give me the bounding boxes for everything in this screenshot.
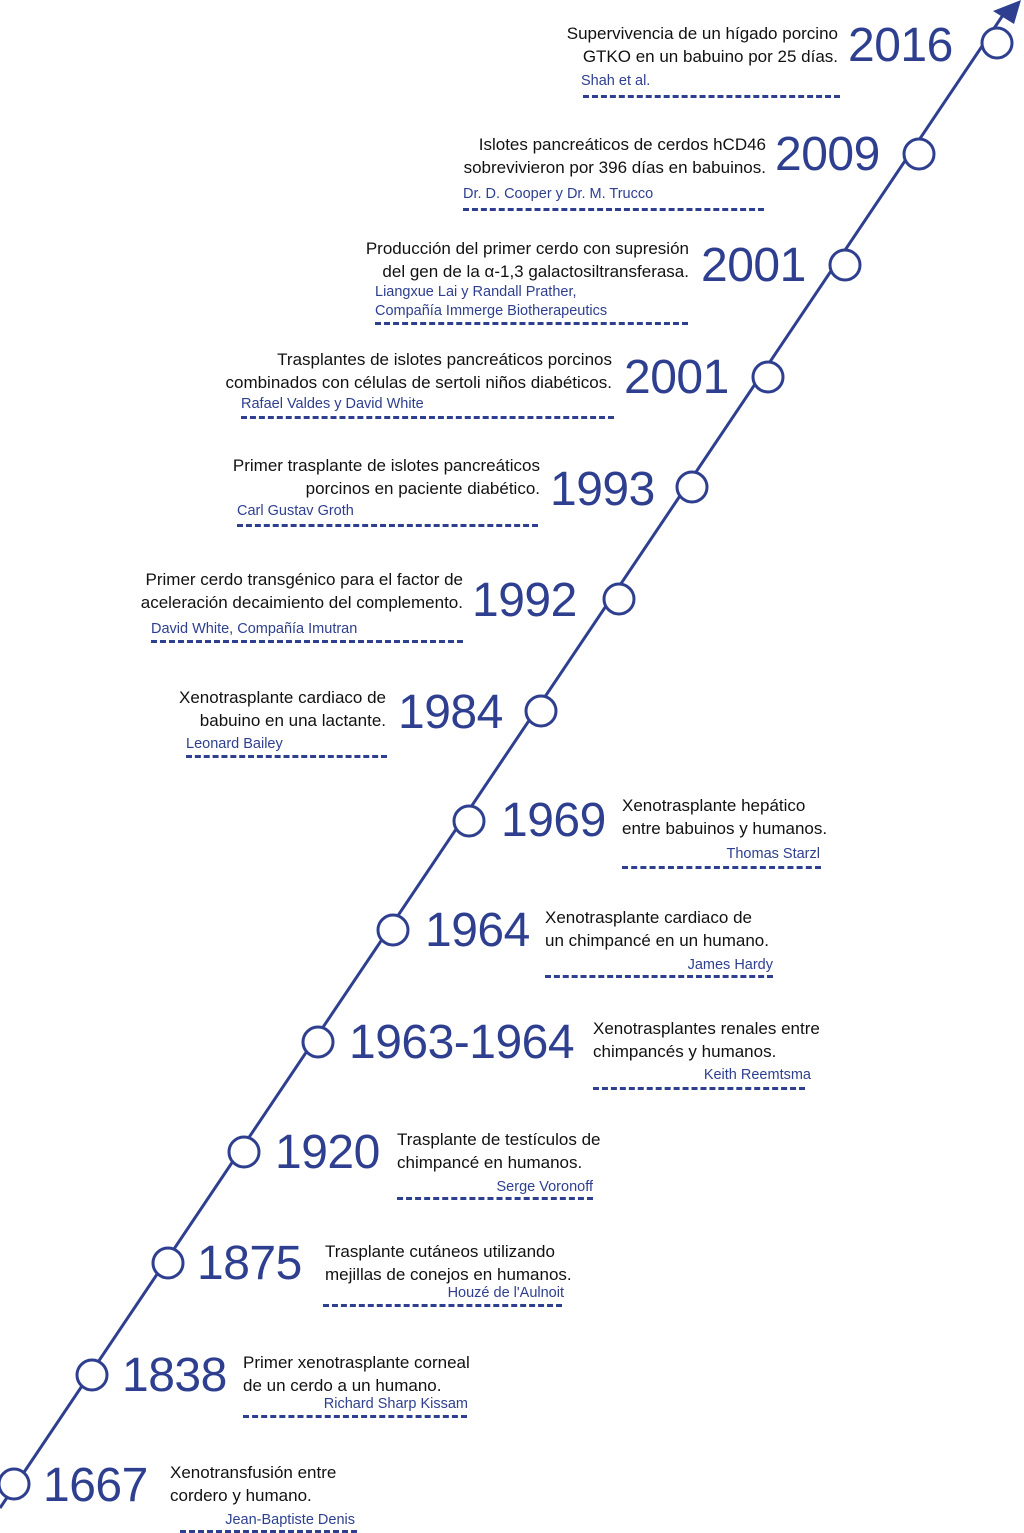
event-author-line: Compañía Immerge Biotherapeutics	[375, 303, 608, 319]
event-author	[225, 1511, 355, 1530]
event-description	[325, 1240, 572, 1286]
arrow-head-icon	[993, 0, 1021, 24]
timeline-node	[0, 1469, 29, 1499]
event-author	[463, 185, 653, 204]
event-description	[180, 348, 612, 394]
event-description-line: Trasplante de testículos de	[397, 1130, 601, 1149]
event-author	[151, 620, 357, 639]
event-description-line: Xenotrasplante hepático	[622, 796, 806, 815]
timeline-node	[753, 362, 783, 392]
event-divider	[375, 322, 688, 325]
timeline-node	[229, 1137, 259, 1167]
event-author	[704, 1066, 811, 1085]
event-author-line: Houzé de l'Aulnoit	[447, 1285, 564, 1301]
event-description-line: Supervivencia de un hígado porcino	[566, 24, 838, 43]
event-description-line: Xenotransfusión entre	[170, 1463, 337, 1482]
event-author-line: Thomas Starzl	[726, 846, 820, 862]
event-year: 1963-1964	[349, 1016, 575, 1069]
event-description	[330, 237, 689, 283]
event-author-line: Jean-Baptiste Denis	[225, 1512, 355, 1528]
timeline-node	[604, 584, 634, 614]
event-divider	[237, 524, 538, 527]
event-author	[448, 1284, 564, 1303]
event-description	[622, 794, 827, 840]
event-author	[186, 735, 283, 754]
event-year: 2016	[848, 19, 953, 72]
event-description-line: aceleración decaimiento del complemento.	[140, 593, 463, 612]
timeline-node	[526, 696, 556, 726]
event-year: 1667	[43, 1459, 148, 1512]
event-description-line: Trasplante cutáneos utilizando	[325, 1242, 555, 1261]
event-author	[727, 845, 820, 864]
event-description-line: babuino en una lactante.	[199, 711, 386, 730]
event-description-line: Xenotrasplante cardiaco de	[179, 688, 386, 707]
event-author	[375, 283, 607, 321]
event-divider	[545, 975, 773, 978]
event-author-line: Dr. D. Cooper y Dr. M. Trucco	[463, 186, 654, 202]
event-author-line: Keith Reemtsma	[703, 1067, 811, 1083]
timeline-node	[677, 472, 707, 502]
event-year: 1992	[472, 574, 577, 627]
event-description-line: combinados con células de sertoli niños diabéticos.	[225, 373, 612, 392]
event-author	[581, 72, 650, 91]
event-year: 1993	[550, 463, 655, 516]
event-divider	[323, 1304, 562, 1307]
event-author-line: Serge Voronoff	[496, 1179, 593, 1195]
event-divider	[186, 755, 387, 758]
event-description-line: Trasplantes de islotes pancreáticos porcinos	[277, 350, 612, 369]
event-description-line: chimpancé en humanos.	[397, 1153, 583, 1172]
event-year: 1920	[275, 1126, 380, 1179]
event-description-line: un chimpancé en un humano.	[545, 931, 769, 950]
timeline-node	[303, 1027, 333, 1057]
event-description	[100, 568, 463, 614]
timeline-node	[378, 915, 408, 945]
event-divider	[151, 640, 463, 643]
event-year: 1964	[425, 904, 530, 957]
event-description	[243, 1351, 470, 1397]
event-description-line: Xenotrasplantes renales entre	[593, 1019, 820, 1038]
event-description-line: Producción del primer cerdo con supresión	[365, 239, 689, 258]
event-year: 1984	[398, 686, 503, 739]
event-description-line: sobrevivieron por 396 días en babuinos.	[463, 158, 766, 177]
timeline-node	[982, 28, 1012, 58]
event-description	[593, 1017, 820, 1063]
event-description-line: chimpancés y humanos.	[593, 1042, 777, 1061]
timeline-node	[830, 250, 860, 280]
event-description	[430, 133, 766, 179]
event-description-line: del gen de la α-1,3 galactosiltransferasa.	[382, 262, 689, 281]
event-description-line: Xenotrasplante cardiaco de	[545, 908, 752, 927]
event-description-line: porcinos en paciente diabético.	[305, 479, 540, 498]
event-author-line: Richard Sharp Kissam	[323, 1396, 468, 1412]
event-description	[200, 454, 540, 500]
timeline-node	[77, 1360, 107, 1390]
event-author-line: Rafael Valdes y David White	[241, 396, 424, 412]
timeline-node	[153, 1248, 183, 1278]
event-description-line: GTKO en un babuino por 25 días.	[582, 47, 838, 66]
event-description-line: Primer trasplante de islotes pancreáticos	[232, 456, 540, 475]
event-author-line: Carl Gustav Groth	[237, 503, 354, 519]
event-description	[150, 686, 386, 732]
event-description	[545, 906, 769, 952]
event-author	[241, 395, 424, 414]
event-divider	[583, 95, 840, 98]
event-year: 1969	[501, 794, 606, 847]
event-author-line: David White, Compañía Imutran	[151, 621, 358, 637]
event-divider	[593, 1087, 805, 1090]
event-author-line: Shah et al.	[581, 73, 651, 89]
event-description	[170, 1461, 336, 1507]
event-year: 2001	[701, 239, 806, 292]
event-description	[397, 1128, 601, 1174]
event-description-line: entre babuinos y humanos.	[622, 819, 828, 838]
event-author-line: James Hardy	[687, 957, 773, 973]
event-description-line: de un cerdo a un humano.	[243, 1376, 442, 1395]
event-description-line: Primer cerdo transgénico para el factor de	[145, 570, 463, 589]
event-year: 1838	[122, 1349, 227, 1402]
event-description	[538, 22, 838, 68]
event-description-line: cordero y humano.	[170, 1486, 312, 1505]
event-description-line: Primer xenotrasplante corneal	[243, 1353, 470, 1372]
event-divider	[622, 866, 821, 869]
event-divider	[397, 1197, 593, 1200]
event-author-line: Liangxue Lai y Randall Prather,	[375, 284, 577, 300]
event-description-line: Islotes pancreáticos de cerdos hCD46	[478, 135, 766, 154]
event-author	[237, 502, 354, 521]
event-author	[324, 1395, 468, 1414]
event-author	[497, 1178, 593, 1197]
event-author	[688, 956, 773, 975]
event-year: 2001	[624, 351, 729, 404]
timeline-node	[904, 139, 934, 169]
event-description-line: mejillas de conejos en humanos.	[325, 1265, 572, 1284]
event-divider	[241, 416, 614, 419]
event-author-line: Leonard Bailey	[186, 736, 283, 752]
timeline-node	[454, 806, 484, 836]
event-year: 2009	[775, 128, 880, 181]
event-year: 1875	[197, 1237, 302, 1290]
event-divider	[243, 1415, 467, 1418]
event-divider	[463, 208, 764, 211]
